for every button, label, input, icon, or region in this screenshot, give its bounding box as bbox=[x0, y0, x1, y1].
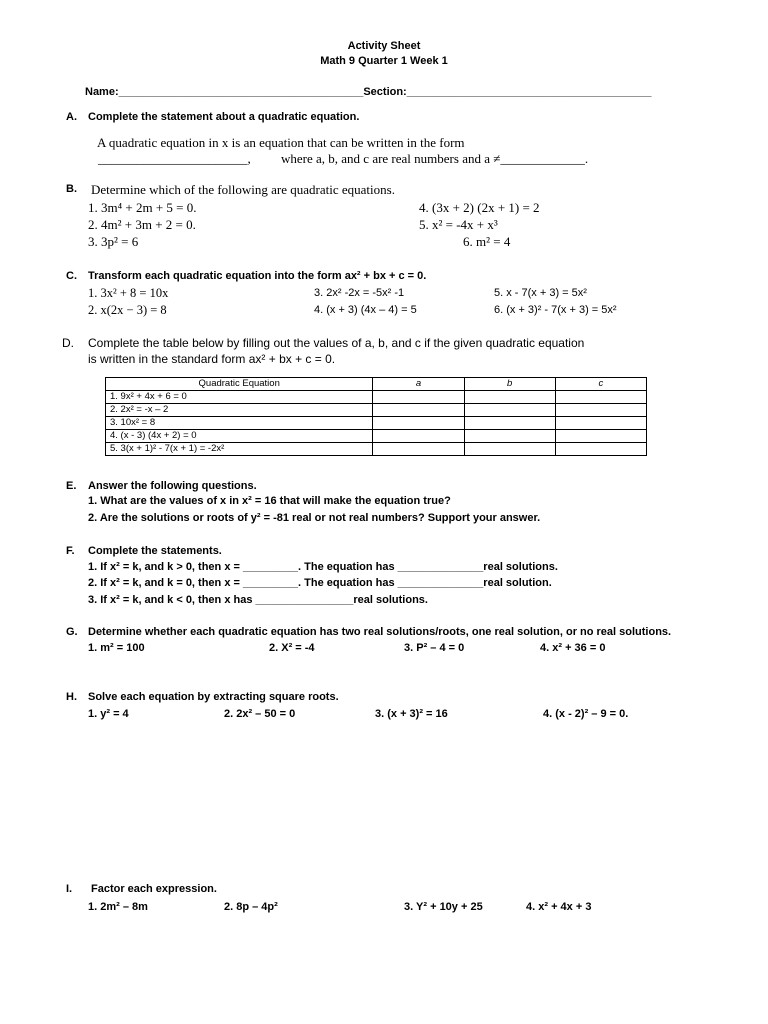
list-item: 1. What are the values of x in x² = 16 that will make the equation true? bbox=[88, 495, 451, 507]
list-item: 2. 2x² – 50 = 0 bbox=[224, 708, 296, 720]
section-g-letter: G. bbox=[66, 626, 78, 638]
table-header: b bbox=[464, 378, 555, 391]
section-e-letter: E. bbox=[66, 480, 77, 492]
table-cell: 1. 9x² + 4x + 6 = 0 bbox=[106, 391, 373, 404]
table-cell: 4. (x - 3) (4x + 2) = 0 bbox=[106, 430, 373, 443]
list-item: 1. If x² = k, and k > 0, then x = _________. The equation has ______________real solutions. bbox=[88, 561, 558, 573]
table-header: a bbox=[373, 378, 464, 391]
list-item: 2. If x² = k, and k = 0, then x = _________. The equation has ______________real solution. bbox=[88, 577, 552, 589]
list-item: 3. (x + 3)² = 16 bbox=[375, 708, 448, 720]
section-a-blank: _______________________, bbox=[98, 151, 251, 166]
list-item: 3. 3p² = 6 bbox=[88, 234, 139, 249]
table-cell-blank[interactable] bbox=[373, 430, 464, 443]
table-cell-blank[interactable] bbox=[555, 443, 646, 456]
list-item: 2. 8p – 4p² bbox=[224, 901, 278, 913]
list-item: 3. If x² = k, and k < 0, then x has ________________real solutions. bbox=[88, 594, 428, 606]
table-cell: 3. 10x² = 8 bbox=[106, 417, 373, 430]
section-d-letter: D. bbox=[62, 336, 74, 350]
list-item: 4. x² + 4x + 3 bbox=[526, 901, 592, 913]
section-a-letter: A. bbox=[66, 111, 77, 123]
section-b-heading: Determine which of the following are quadratic equations. bbox=[91, 182, 395, 197]
table-row bbox=[106, 417, 647, 430]
list-item: 2. 4m² + 3m + 2 = 0. bbox=[88, 217, 196, 232]
section-a-heading: Complete the statement about a quadratic equation. bbox=[88, 111, 360, 123]
page-subtitle: Math 9 Quarter 1 Week 1 bbox=[320, 55, 448, 67]
list-item: 1. 2m² – 8m bbox=[88, 901, 148, 913]
table-cell-blank[interactable] bbox=[373, 417, 464, 430]
table-cell-blank[interactable] bbox=[555, 430, 646, 443]
section-c-letter: C. bbox=[66, 270, 77, 282]
table-cell-blank[interactable] bbox=[464, 430, 555, 443]
section-i-letter: I. bbox=[66, 883, 73, 895]
table-cell-blank[interactable] bbox=[464, 404, 555, 417]
section-g-heading: Determine whether each quadratic equation has two real solutions/roots, one real solution, or no real solutions. bbox=[88, 626, 672, 638]
table-row bbox=[106, 443, 647, 456]
list-item: 3. 2x² -2x = -5x² -1 bbox=[314, 287, 405, 299]
list-item: 1. y² = 4 bbox=[88, 708, 129, 720]
section-b-letter: B. bbox=[66, 183, 77, 195]
table-row bbox=[106, 391, 647, 404]
list-item: 5. x² = -4x + x³ bbox=[419, 217, 498, 232]
table-cell-blank[interactable] bbox=[555, 417, 646, 430]
table-header: c bbox=[555, 378, 646, 391]
section-d-heading-1: Complete the table below by filling out the values of a, b, and c if the given quadratic equation bbox=[88, 336, 585, 350]
list-item: 2. X² = -4 bbox=[269, 642, 315, 654]
table-cell-blank[interactable] bbox=[555, 391, 646, 404]
list-item: 1. 3m⁴ + 2m + 5 = 0. bbox=[88, 200, 197, 215]
page-title: Activity Sheet bbox=[347, 40, 421, 52]
list-item: 6. m² = 4 bbox=[463, 234, 511, 249]
list-item: 1. 3x² + 8 = 10x bbox=[88, 286, 169, 300]
table-cell-blank[interactable] bbox=[373, 391, 464, 404]
table-cell-blank[interactable] bbox=[464, 443, 555, 456]
table-cell-blank[interactable] bbox=[464, 417, 555, 430]
list-item: 5. x - 7(x + 3) = 5x² bbox=[494, 287, 587, 299]
section-h-heading: Solve each equation by extracting square roots. bbox=[88, 691, 339, 703]
table-header: Quadratic Equation bbox=[106, 378, 373, 391]
section-f-letter: F. bbox=[66, 545, 75, 557]
list-item: 4. x² + 36 = 0 bbox=[540, 642, 606, 654]
table-cell-blank[interactable] bbox=[555, 404, 646, 417]
section-i-heading: Factor each expression. bbox=[91, 883, 217, 895]
list-item: 1. m² = 100 bbox=[88, 642, 145, 654]
table-cell: 5. 3(x + 1)² - 7(x + 1) = -2x² bbox=[106, 443, 373, 456]
table-header-row bbox=[106, 378, 647, 391]
list-item: 2. Are the solutions or roots of y² = -81 real or not real numbers? Support your answer. bbox=[88, 512, 541, 524]
table-cell-blank[interactable] bbox=[373, 404, 464, 417]
section-d-heading-2: is written in the standard form ax² + bx + c = 0. bbox=[88, 352, 336, 366]
list-item: 4. (3x + 2) (2x + 1) = 2 bbox=[419, 200, 540, 215]
section-c-heading: Transform each quadratic equation into the form ax² + bx + c = 0. bbox=[88, 270, 427, 282]
section-e-heading: Answer the following questions. bbox=[88, 480, 257, 492]
list-item: 4. (x - 2)² – 9 = 0. bbox=[543, 708, 629, 720]
table-cell: 2. 2x² = -x – 2 bbox=[106, 404, 373, 417]
table-cell-blank[interactable] bbox=[464, 391, 555, 404]
list-item: 2. x(2x − 3) = 8 bbox=[88, 303, 167, 317]
section-h-letter: H. bbox=[66, 691, 77, 703]
table-cell-blank[interactable] bbox=[373, 443, 464, 456]
section-a-line1: A quadratic equation in x is an equation that can be written in the form bbox=[97, 135, 465, 150]
list-item: 6. (x + 3)² - 7(x + 3) = 5x² bbox=[494, 304, 617, 316]
table-row bbox=[106, 430, 647, 443]
list-item: 3. Y² + 10y + 25 bbox=[404, 901, 483, 913]
table-row bbox=[106, 404, 647, 417]
section-a-line2: where a, b, and c are real numbers and a ≠_____________. bbox=[281, 151, 589, 166]
quadratic-table bbox=[105, 377, 647, 456]
section-f-heading: Complete the statements. bbox=[88, 545, 222, 557]
list-item: 3. P² – 4 = 0 bbox=[404, 642, 465, 654]
name-section-line: Name:________________________________________Section:________________________________________ bbox=[85, 86, 652, 98]
list-item: 4. (x + 3) (4x – 4) = 5 bbox=[314, 304, 417, 316]
